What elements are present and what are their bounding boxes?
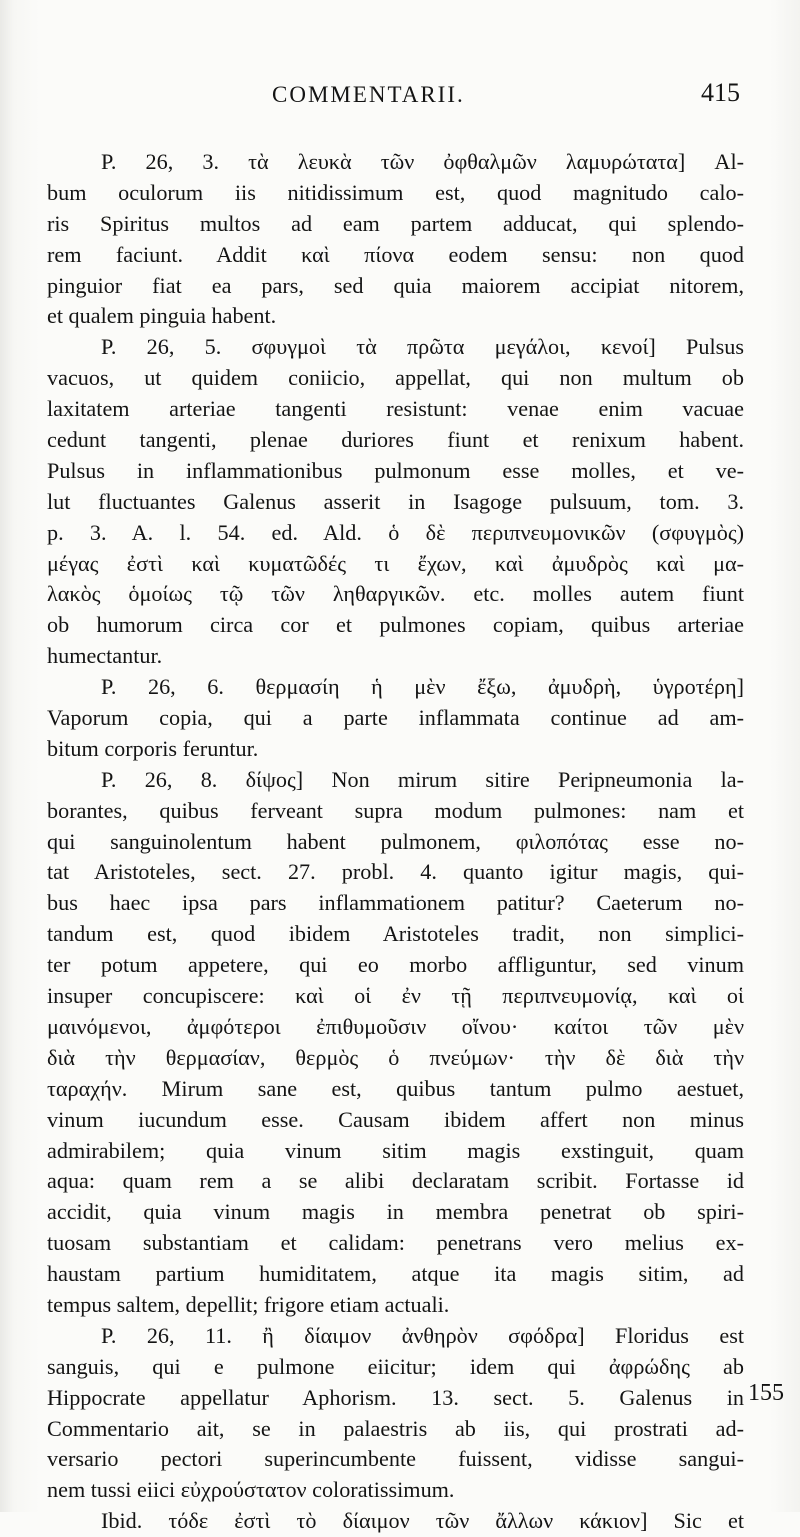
text-line: qui sanguinolentum habent pulmonem, φιλοπότας esse no- <box>47 828 744 854</box>
text-line: aqua: quam rem a se alibi declaratam scribit. Fortasse id <box>47 1168 744 1194</box>
text-line: P. 26, 6. θερμασίη ἡ μὲν ἔξω, ἀμυδρὴ, ὑγροτέρη] <box>101 674 744 700</box>
text-line: nem tussi eiici εὐχρούστατον coloratissimum. <box>47 1477 455 1503</box>
text-line: tat Aristoteles, sect. 27. probl. 4. quanto igitur magis, qui- <box>47 859 744 885</box>
text-line: insuper concupiscere: καὶ οἱ ἐν τῇ περιπνευμονίᾳ, καὶ οἱ <box>47 983 744 1009</box>
text-line: vacuos, ut quidem coniicio, appellat, qui non multum ob <box>47 365 744 391</box>
text-line: cedunt tangenti, plenae duriores fiunt et renixum habent. <box>47 427 744 453</box>
text-line: borantes, quibus ferveant supra modum pulmones: nam et <box>47 797 744 823</box>
text-line: admirabilem; quia vinum sitim magis exstinguit, quam <box>47 1137 744 1163</box>
text-line: P. 26, 3. τὰ λευκὰ τῶν ὀφθαλμῶν λαμυρώτατα] Al- <box>101 149 744 174</box>
text-line: haustam partium humiditatem, atque ita magis sitim, ad <box>47 1261 744 1287</box>
text-line: pinguior fiat ea pars, sed quia maiorem accipiat nitorem, <box>47 272 744 298</box>
text-line: διὰ τὴν θερμασίαν, θερμὸς ὁ πνεύμων· τὴν δὲ διὰ τὴν <box>47 1044 744 1070</box>
text-line: ob humorum circa cor et pulmones copiam, quibus arteriae <box>47 612 744 638</box>
text-line: μαινόμενοι, ἀμφότεροι ἐπιθυμοῦσιν οἴνου· καίτοι τῶν μὲν <box>47 1013 744 1039</box>
text-line: ταραχήν. Mirum sane est, quibus tantum pulmo aestuet, <box>47 1075 744 1101</box>
text-line: P. 26, 5. σφυγμοὶ τὰ πρῶτα μεγάλοι, κενοί] Pulsus <box>101 334 744 360</box>
text-line: ris Spiritus multos ad eam partem adducat, qui splendo- <box>47 210 744 236</box>
text-line: bitum corporis feruntur. <box>47 735 259 761</box>
text-line: λακὸς ὁμοίως τῷ τῶν ληθαργικῶν. etc. molles autem fiunt <box>47 581 744 607</box>
text-line: sanguis, qui e pulmone eiicitur; idem qui ἀφρώδης ab <box>47 1353 744 1379</box>
text-line: lut fluctuantes Galenus asserit in Isagoge pulsuum, tom. 3. <box>47 488 744 514</box>
text-line: p. 3. A. l. 54. ed. Ald. ὁ δὲ περιπνευμονικῶν (σφυγμὸς) <box>47 519 744 545</box>
text-line: versario pectori superincumbente fuissent, vidisse sangui- <box>47 1446 744 1472</box>
text-line: Vaporum copia, qui a parte inflammata continue ad am- <box>47 705 744 731</box>
text-line: Pulsus in inflammationibus pulmonum esse molles, et ve- <box>47 457 744 483</box>
text-line: humectantur. <box>47 643 163 669</box>
text-line: vinum iucundum esse. Causam ibidem affert non minus <box>47 1106 744 1132</box>
margin-number: 155 <box>748 1380 784 1406</box>
page-header <box>46 78 746 122</box>
text-line: laxitatem arteriae tangenti resistunt: venae enim vacuae <box>47 396 744 422</box>
commentary-text <box>47 147 744 1537</box>
page-number: 415 <box>701 78 740 107</box>
text-line: Hippocrate appellatur Aphorism. 13. sect. 5. Galenus in <box>47 1384 744 1410</box>
text-line: Ibid. τόδε ἐστὶ τὸ δίαιμον τῶν ἄλλων κάκιον] Sic et <box>101 1508 744 1534</box>
text-line: tandum est, quod ibidem Aristoteles tradit, non simplici- <box>47 921 744 947</box>
text-line: P. 26, 11. ἢ δίαιμον ἀνθηρὸν σφόδρα] Floridus est <box>101 1322 744 1348</box>
text-line: P. 26, 8. δίψος] Non mirum sitire Peripneumonia la- <box>101 766 744 792</box>
text-line: μέγας ἐστὶ καὶ κυματῶδές τι ἔχων, καὶ ἀμυδρὸς καὶ μα- <box>47 550 744 576</box>
text-line: Commentario ait, se in palaestris ab iis, qui prostrati ad- <box>47 1415 744 1441</box>
text-line: tempus saltem, depellit; frigore etiam actuali. <box>47 1291 450 1317</box>
text-line: et qualem pinguia habent. <box>47 303 277 329</box>
text-line: accidit, quia vinum magis in membra penetrat ob spiri- <box>47 1199 744 1225</box>
text-line: bus haec ipsa pars inflammationem patitur? Caeterum no- <box>47 890 744 916</box>
text-line: tuosam substantiam et calidam: penetrans vero melius ex- <box>47 1230 744 1256</box>
running-title: COMMENTARII. <box>272 82 465 107</box>
text-line: rem faciunt. Addit καὶ πίονα eodem sensu: non quod <box>47 241 744 267</box>
text-line: bum oculorum iis nitidissimum est, quod magnitudo calo- <box>47 179 744 205</box>
text-line: ter potum appetere, qui eo morbo affliguntur, sed vinum <box>47 952 744 978</box>
